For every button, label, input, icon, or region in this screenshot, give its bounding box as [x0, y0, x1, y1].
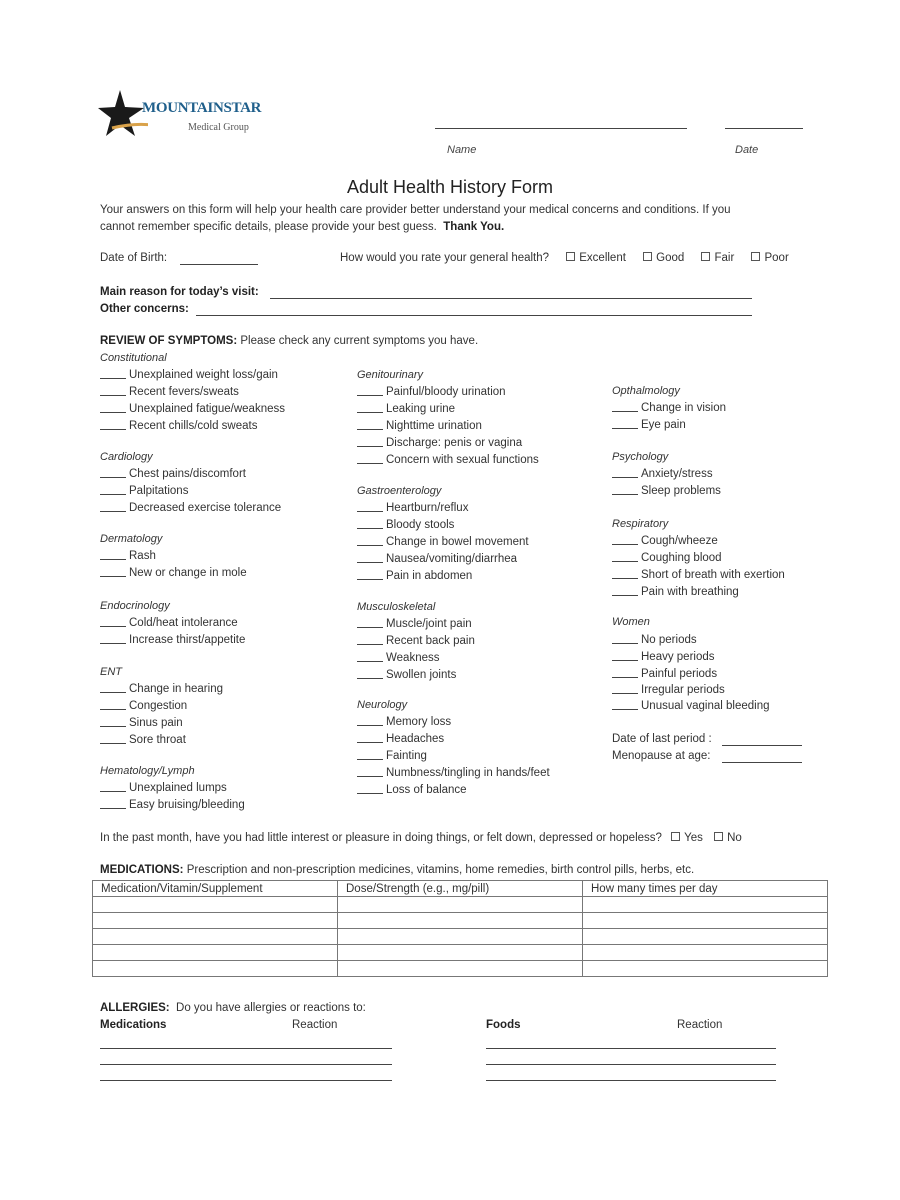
check-line[interactable]	[100, 429, 126, 430]
star-icon	[98, 88, 148, 140]
allergy-entry-line[interactable]	[100, 1080, 392, 1081]
allergy-foods-label: Foods	[486, 1019, 521, 1031]
check-line[interactable]	[100, 511, 126, 512]
symptom-label: New or change in mole	[129, 567, 247, 579]
menopause-line[interactable]	[722, 762, 802, 763]
past-month-yes[interactable]: Yes	[671, 832, 703, 844]
symptom-label: Cough/wheeze	[641, 535, 718, 547]
health-excellent[interactable]: Excellent	[566, 252, 626, 264]
intro-line1: Your answers on this form will help your health care provider better understand your medical concerns and conditions. If you	[100, 204, 731, 216]
symptom-item[interactable]	[357, 618, 472, 630]
check-line[interactable]	[100, 709, 126, 710]
other-concerns-label: Other concerns:	[100, 303, 189, 315]
ros-heading: REVIEW OF SYMPTOMS: Please check any current symptoms you have.	[100, 335, 479, 347]
symptom-label: Memory loss	[386, 716, 452, 728]
other-concerns-line[interactable]	[196, 315, 752, 316]
allergy-entry-line[interactable]	[100, 1064, 392, 1065]
intro-line2: cannot remember specific details, please provide your best guess. Thank You.	[100, 221, 505, 233]
dose-col-header: Dose/Strength (e.g., mg/pill)	[338, 881, 583, 897]
symptom-item[interactable]	[612, 668, 717, 680]
allergy-entry-line[interactable]	[486, 1080, 776, 1081]
check-line[interactable]	[357, 661, 383, 662]
symptom-item[interactable]	[612, 535, 718, 547]
checkbox-icon	[701, 252, 710, 261]
symptom-label: Muscle/joint pain	[386, 618, 472, 630]
symptom-item[interactable]	[357, 784, 467, 796]
check-line[interactable]	[612, 428, 638, 429]
table-row	[93, 897, 828, 913]
symptom-label: Unusual vaginal bleeding	[641, 700, 770, 712]
symptom-label: Weakness	[386, 652, 440, 664]
symptom-label: Change in hearing	[129, 683, 223, 695]
symptom-label: Change in vision	[641, 402, 727, 414]
mountainstar-logo	[98, 88, 268, 140]
symptom-item[interactable]	[100, 369, 278, 381]
check-line[interactable]	[100, 791, 126, 792]
allergy-med-reaction-label: Reaction	[292, 1019, 338, 1031]
check-line[interactable]	[357, 562, 383, 563]
symptom-label: Painful/bloody urination	[386, 386, 506, 398]
symptom-item[interactable]	[100, 468, 246, 480]
main-reason-label: Main reason for today’s visit:	[100, 286, 259, 298]
symptom-item[interactable]	[100, 403, 285, 415]
symptom-label: Rash	[129, 550, 156, 562]
symptom-item[interactable]	[357, 635, 475, 647]
past-month-no[interactable]: No	[714, 832, 742, 844]
check-line[interactable]	[100, 626, 126, 627]
symptom-label: Irregular periods	[641, 684, 725, 696]
table-row	[93, 913, 828, 929]
medications-table	[92, 880, 828, 977]
symptom-item[interactable]	[612, 419, 686, 431]
symptom-item[interactable]	[357, 502, 468, 514]
category-label: Dermatology	[100, 533, 163, 545]
symptom-label: Pain in abdomen	[386, 570, 473, 582]
allergy-entry-line[interactable]	[486, 1064, 776, 1065]
checkbox-icon	[643, 252, 652, 261]
check-line[interactable]	[100, 692, 126, 693]
symptom-item[interactable]	[612, 651, 715, 663]
check-line[interactable]	[357, 678, 383, 679]
symptom-label: Decreased exercise tolerance	[129, 502, 282, 514]
check-line[interactable]	[612, 561, 638, 562]
category-label: Endocrinology	[100, 600, 170, 612]
check-line[interactable]	[612, 660, 638, 661]
symptom-label: Recent back pain	[386, 635, 475, 647]
check-line[interactable]	[357, 759, 383, 760]
symptom-label: Leaking urine	[386, 403, 456, 415]
symptom-label: Cold/heat intolerance	[129, 617, 238, 629]
symptom-label: Swollen joints	[386, 669, 457, 681]
category-label: Hematology/Lymph	[100, 765, 195, 777]
logo-name: MOUNTAINSTAR	[142, 100, 262, 116]
symptom-item[interactable]	[357, 536, 529, 548]
check-line[interactable]	[100, 743, 126, 744]
symptom-item[interactable]	[100, 634, 245, 646]
symptom-item[interactable]	[612, 684, 725, 696]
dob-line[interactable]	[180, 264, 258, 265]
symptom-label: Eye pain	[641, 419, 686, 431]
check-line[interactable]	[612, 477, 638, 478]
health-question: How would you rate your general health?	[340, 252, 550, 264]
symptom-item[interactable]	[357, 570, 472, 582]
check-line[interactable]	[100, 412, 126, 413]
health-poor[interactable]: Poor	[751, 252, 788, 264]
check-line[interactable]	[612, 677, 638, 678]
allergy-entry-line[interactable]	[486, 1048, 776, 1049]
check-line[interactable]	[612, 411, 638, 412]
symptom-label: Chest pains/discomfort	[129, 468, 246, 480]
symptom-label: Unexplained weight loss/gain	[129, 369, 278, 381]
last-period-line[interactable]	[722, 745, 802, 746]
check-line[interactable]	[100, 643, 126, 644]
category-label: Musculoskeletal	[357, 601, 436, 613]
checkbox-icon	[671, 832, 680, 841]
last-period-label: Date of last period :	[612, 733, 712, 745]
symptom-item[interactable]	[100, 386, 239, 398]
symptom-item[interactable]	[357, 767, 550, 779]
symptom-label: Nausea/vomiting/diarrhea	[386, 553, 518, 565]
symptom-item[interactable]	[100, 420, 257, 432]
symptom-item[interactable]	[357, 437, 522, 449]
check-line[interactable]	[612, 578, 638, 579]
symptom-label: Headaches	[386, 733, 445, 745]
check-line[interactable]	[100, 559, 126, 560]
main-reason-line[interactable]	[270, 298, 752, 299]
check-line[interactable]	[357, 545, 383, 546]
check-line[interactable]	[612, 544, 638, 545]
name-label: Name	[447, 144, 477, 156]
date-line[interactable]	[725, 128, 803, 129]
symptom-item[interactable]	[100, 700, 187, 712]
symptom-label: Fainting	[386, 750, 427, 762]
symptom-item[interactable]	[612, 552, 722, 564]
table-row	[93, 961, 828, 977]
category-label: ENT	[100, 666, 122, 678]
symptom-label: Bloody stools	[386, 519, 455, 531]
health-fair[interactable]: Fair	[701, 252, 734, 264]
check-line[interactable]	[612, 595, 638, 596]
allergy-entry-line[interactable]	[100, 1048, 392, 1049]
check-line[interactable]	[357, 429, 383, 430]
category-label: Neurology	[357, 699, 408, 711]
symptom-item[interactable]	[357, 386, 506, 398]
symptom-label: Unexplained fatigue/weakness	[129, 403, 285, 415]
category-label: Opthalmology	[612, 385, 680, 397]
symptom-label: Nighttime urination	[386, 420, 482, 432]
category-label: Gastroenterology	[357, 485, 442, 497]
symptom-item[interactable]	[100, 799, 245, 811]
symptom-label: Recent fevers/sweats	[129, 386, 239, 398]
check-line[interactable]	[357, 395, 383, 396]
symptom-item[interactable]	[357, 669, 456, 681]
check-line[interactable]	[357, 528, 383, 529]
symptom-label: Short of breath with exertion	[641, 569, 785, 581]
symptom-label: Pain with breathing	[641, 586, 739, 598]
check-line[interactable]	[357, 579, 383, 580]
past-month-question: In the past month, have you had little interest or pleasure in doing things, or felt down, depressed or hopeless? Yes No	[100, 832, 742, 844]
symptom-item[interactable]	[357, 750, 427, 762]
check-line[interactable]	[357, 511, 383, 512]
checkbox-icon	[751, 252, 760, 261]
symptom-label: Anxiety/stress	[641, 468, 713, 480]
symptom-item[interactable]	[100, 617, 238, 629]
symptom-item[interactable]	[357, 652, 439, 664]
symptom-label: Recent chills/cold sweats	[129, 420, 258, 432]
symptom-label: Numbness/tingling in hands/feet	[386, 767, 550, 779]
symptom-label: Heavy periods	[641, 651, 715, 663]
symptom-item[interactable]	[100, 550, 156, 562]
symptom-item[interactable]	[100, 502, 281, 514]
symptom-label: No periods	[641, 634, 697, 646]
symptom-item[interactable]	[100, 782, 227, 794]
symptom-item[interactable]	[357, 716, 451, 728]
check-line[interactable]	[357, 412, 383, 413]
check-line[interactable]	[100, 477, 126, 478]
check-line[interactable]	[357, 644, 383, 645]
symptom-item[interactable]	[612, 468, 713, 480]
allergy-medications-label: Medications	[100, 1019, 167, 1031]
check-line[interactable]	[357, 725, 383, 726]
table-row	[93, 929, 828, 945]
category-label: Psychology	[612, 451, 669, 463]
dob-label: Date of Birth:	[100, 252, 168, 264]
symptom-label: Congestion	[129, 700, 188, 712]
category-label: Women	[612, 616, 650, 628]
category-label: Genitourinary	[357, 369, 424, 381]
symptom-item[interactable]	[100, 683, 223, 695]
symptom-label: Heartburn/reflux	[386, 502, 469, 514]
table-row	[93, 945, 828, 961]
check-line[interactable]	[357, 793, 383, 794]
symptom-item[interactable]	[357, 553, 517, 565]
checkbox-icon	[566, 252, 575, 261]
check-line[interactable]	[612, 643, 638, 644]
symptom-item[interactable]	[357, 403, 455, 415]
symptom-item[interactable]	[357, 420, 482, 432]
check-line[interactable]	[357, 742, 383, 743]
symptom-label: Change in bowel movement	[386, 536, 529, 548]
check-line[interactable]	[100, 494, 126, 495]
symptom-item[interactable]	[357, 519, 454, 531]
category-label: Constitutional	[100, 352, 167, 364]
allergy-food-reaction-label: Reaction	[677, 1019, 723, 1031]
health-good[interactable]: Good	[643, 252, 684, 264]
symptom-item[interactable]	[100, 485, 188, 497]
check-line[interactable]	[357, 463, 383, 464]
symptom-label: Palpitations	[129, 485, 189, 497]
check-line[interactable]	[357, 627, 383, 628]
check-line[interactable]	[100, 395, 126, 396]
symptom-item[interactable]	[612, 402, 726, 414]
category-label: Cardiology	[100, 451, 153, 463]
symptom-label: Increase thirst/appetite	[129, 634, 246, 646]
symptom-item[interactable]	[612, 634, 697, 646]
menopause-label: Menopause at age:	[612, 750, 711, 762]
times-col-header: How many times per day	[583, 881, 828, 897]
check-line[interactable]	[612, 494, 638, 495]
check-line[interactable]	[612, 693, 638, 694]
check-line[interactable]	[100, 378, 126, 379]
check-line[interactable]	[100, 726, 126, 727]
symptom-label: Discharge: penis or vagina	[386, 437, 523, 449]
med-col-header: Medication/Vitamin/Supplement	[93, 881, 338, 897]
symptom-label: Concern with sexual functions	[386, 454, 539, 466]
symptom-label: Sinus pain	[129, 717, 183, 729]
symptom-label: Painful periods	[641, 668, 718, 680]
symptom-item[interactable]	[357, 454, 539, 466]
allergies-heading: ALLERGIES: Do you have allergies or reactions to:	[100, 1002, 366, 1014]
symptom-item[interactable]	[612, 700, 770, 712]
thank-you: Thank You.	[443, 221, 505, 233]
symptom-item[interactable]	[612, 485, 721, 497]
symptom-item[interactable]	[100, 717, 183, 729]
symptom-label: Sore throat	[129, 734, 186, 746]
check-line[interactable]	[100, 576, 126, 577]
check-line[interactable]	[100, 808, 126, 809]
symptom-label: Unexplained lumps	[129, 782, 227, 794]
symptom-item[interactable]	[612, 586, 739, 598]
intro-text	[100, 202, 800, 236]
health-rating-row	[340, 252, 789, 264]
symptom-label: Sleep problems	[641, 485, 721, 497]
symptom-item[interactable]	[100, 567, 247, 579]
check-line[interactable]	[357, 776, 383, 777]
date-label: Date	[735, 144, 759, 156]
check-line[interactable]	[612, 709, 638, 710]
logo-sub: Medical Group	[188, 122, 249, 133]
form-title: Adult Health History Form	[346, 177, 554, 197]
symptom-label: Coughing blood	[641, 552, 722, 564]
symptom-label: Easy bruising/bleeding	[129, 799, 245, 811]
check-line[interactable]	[357, 446, 383, 447]
medications-heading: MEDICATIONS: Prescription and non-prescription medicines, vitamins, home remedies, birth control pills, herbs, etc.	[100, 864, 695, 876]
symptom-item[interactable]	[357, 733, 444, 745]
table-header-row	[93, 881, 828, 897]
symptom-label: Loss of balance	[386, 784, 467, 796]
symptom-item[interactable]	[612, 569, 785, 581]
category-label: Respiratory	[612, 518, 669, 530]
name-line[interactable]	[435, 128, 687, 129]
checkbox-icon	[714, 832, 723, 841]
symptom-item[interactable]	[100, 734, 186, 746]
